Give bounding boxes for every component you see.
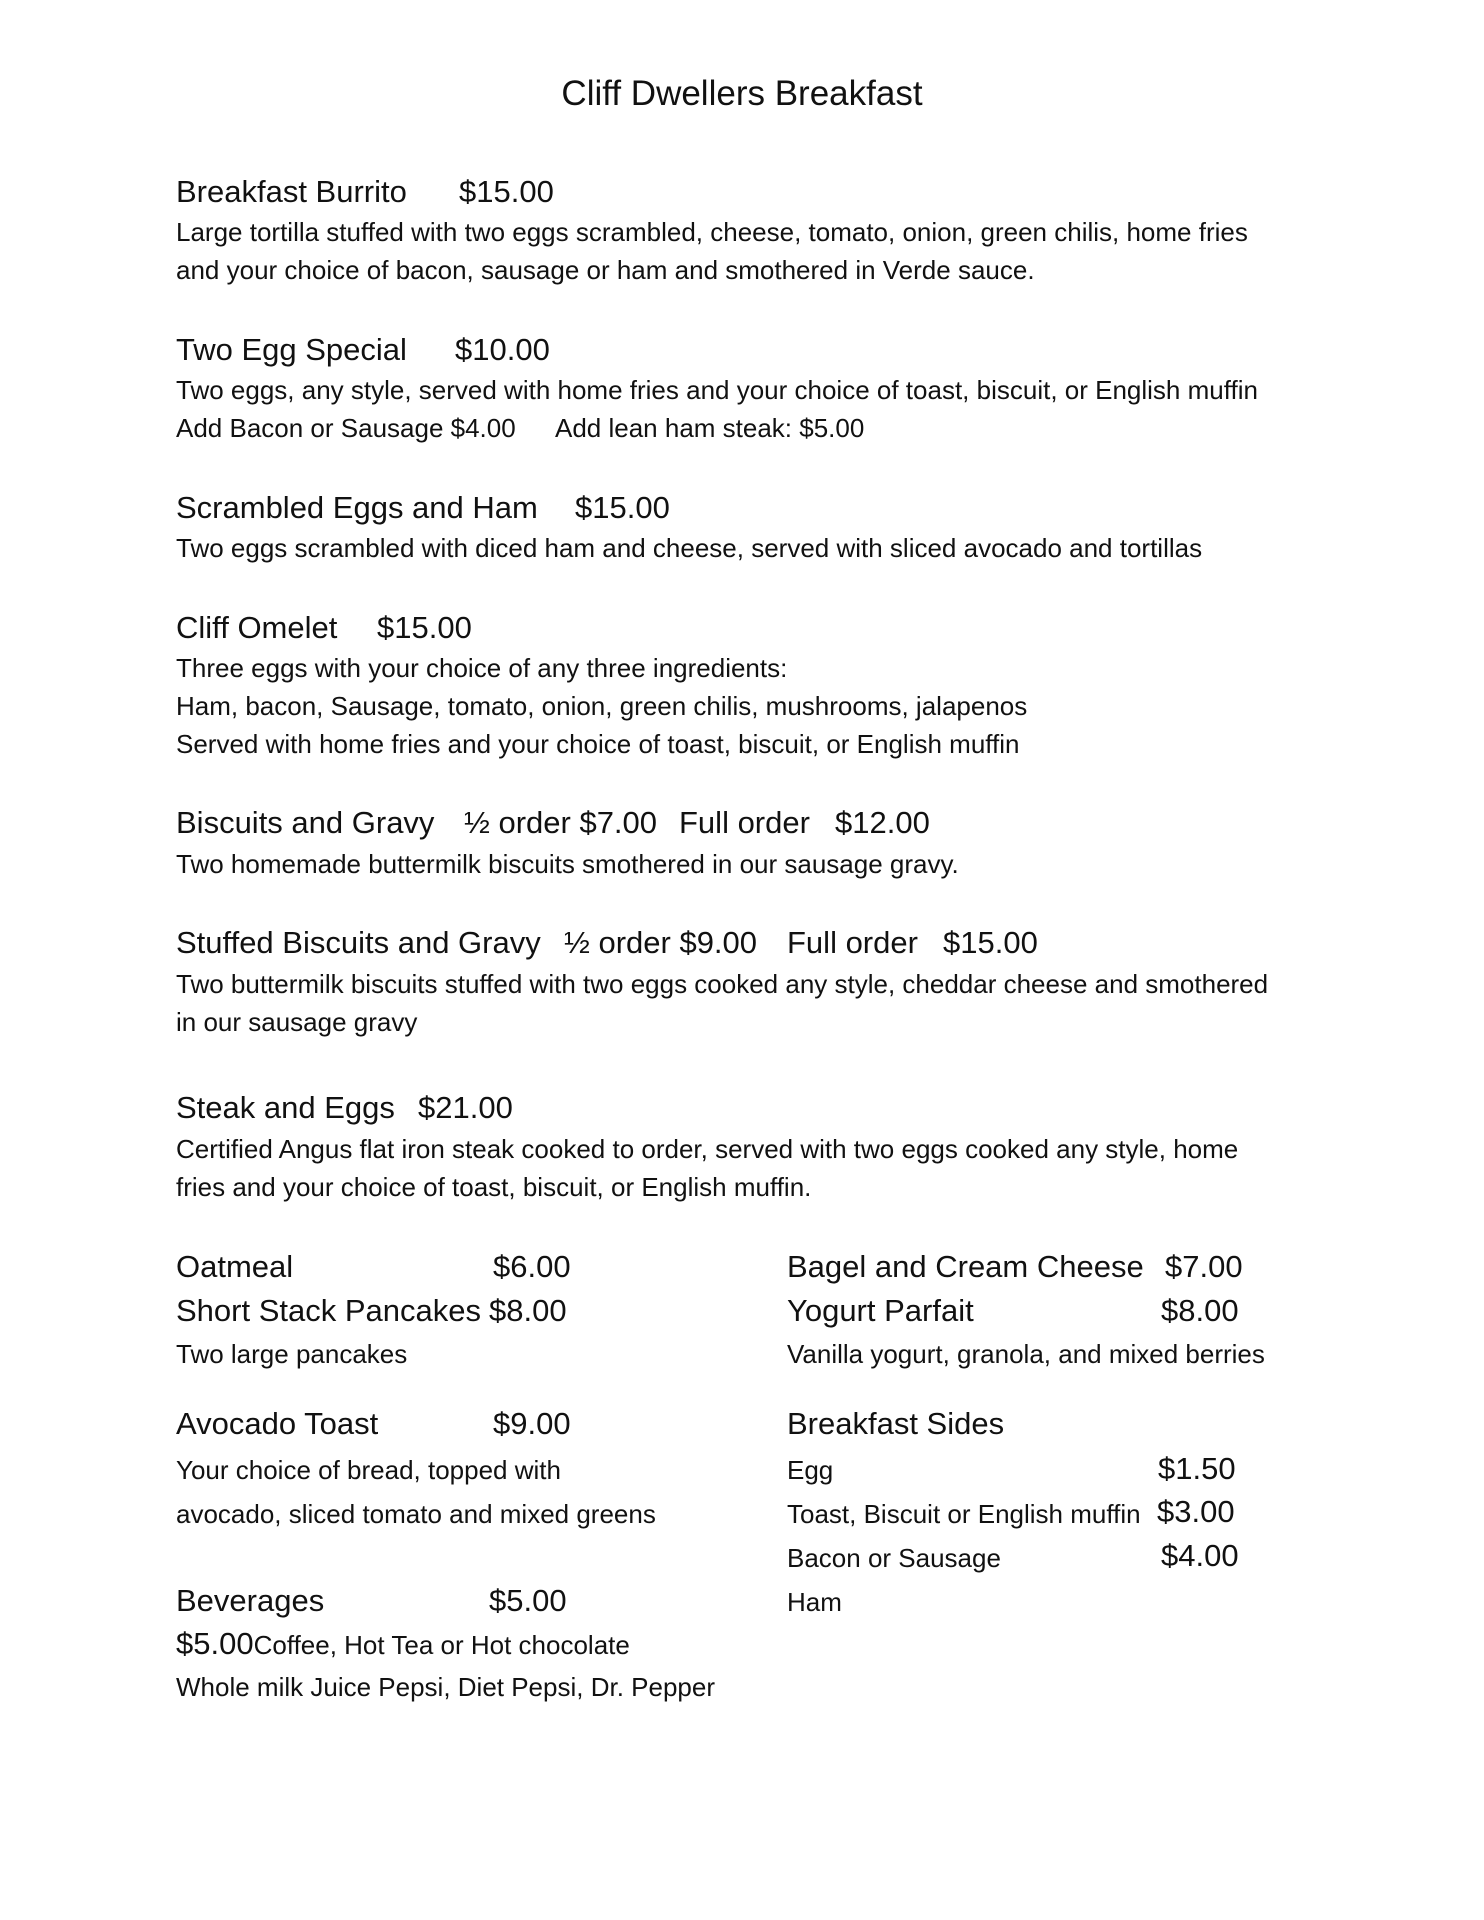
item-addon: Add lean ham steak: $5.00	[555, 413, 865, 443]
item-name: Steak and Eggs	[176, 1090, 395, 1125]
item-description: in our sausage gravy	[176, 1007, 418, 1037]
item-price: $15.00	[575, 490, 670, 525]
section-heading: Breakfast Sides	[787, 1406, 1005, 1441]
beverage-list: Coffee, Hot Tea or Hot chocolate	[253, 1630, 630, 1660]
item-price: $8.00	[1161, 1293, 1239, 1328]
item-price: $9.00	[493, 1406, 571, 1441]
item-price: $7.00	[1165, 1249, 1243, 1284]
item-description: Three eggs with your choice of any three ingredients:	[176, 653, 788, 683]
item-name: Beverages	[176, 1583, 325, 1618]
item-price: $15.00	[459, 174, 554, 209]
side-name: Ham	[787, 1587, 842, 1617]
side-name: Bacon or Sausage	[787, 1543, 1001, 1573]
beverage-list: Whole milk Juice Pepsi, Diet Pepsi, Dr. Pepper	[176, 1672, 715, 1702]
item-description: Ham, bacon, Sausage, tomato, onion, green chilis, mushrooms, jalapenos	[176, 691, 1028, 721]
item-name: Avocado Toast	[176, 1406, 379, 1441]
item-description: Vanilla yogurt, granola, and mixed berries	[787, 1339, 1265, 1369]
item-half-price: ½ order $9.00	[564, 925, 758, 960]
beverage-line	[176, 1628, 630, 1661]
item-addon: Add Bacon or Sausage $4.00	[176, 413, 516, 443]
item-description: Your choice of bread, topped with	[176, 1455, 561, 1485]
item-price: $6.00	[493, 1249, 571, 1284]
item-name: Stuffed Biscuits and Gravy	[176, 925, 541, 960]
side-price: $4.00	[1161, 1538, 1239, 1573]
item-price: $15.00	[377, 610, 472, 645]
item-description: and your choice of bacon, sausage or ham and smothered in Verde sauce.	[176, 255, 1035, 285]
item-full-label: Full order	[679, 805, 810, 840]
item-description: Two large pancakes	[176, 1339, 408, 1369]
side-price: $3.00	[1157, 1494, 1235, 1529]
item-price: $21.00	[418, 1090, 513, 1125]
item-description: Certified Angus flat iron steak cooked to order, served with two eggs cooked any style, home	[176, 1134, 1239, 1164]
side-name: Egg	[787, 1455, 834, 1485]
item-description: avocado, sliced tomato and mixed greens	[176, 1499, 656, 1529]
beverage-price: $5.00	[176, 1626, 254, 1661]
item-full-price: $15.00	[943, 925, 1038, 960]
item-name: Biscuits and Gravy	[176, 805, 435, 840]
menu-title: Cliff Dwellers Breakfast	[561, 74, 923, 113]
item-name: Bagel and Cream Cheese	[787, 1249, 1144, 1284]
side-name: Toast, Biscuit or English muffin	[787, 1499, 1141, 1529]
item-full-price: $12.00	[835, 805, 930, 840]
item-full-label: Full order	[787, 925, 918, 960]
item-description: Two eggs, any style, served with home fries and your choice of toast, biscuit, or English muffin	[176, 375, 1258, 405]
item-name: Breakfast Burrito	[176, 174, 407, 209]
side-price: $1.50	[1158, 1451, 1236, 1486]
item-name: Short Stack Pancakes	[176, 1293, 481, 1328]
item-price: $5.00	[489, 1583, 567, 1618]
item-description: Two eggs scrambled with diced ham and cheese, served with sliced avocado and tortillas	[176, 533, 1203, 563]
item-description: Large tortilla stuffed with two eggs scrambled, cheese, tomato, onion, green chilis, home fries	[176, 217, 1248, 247]
item-name: Oatmeal	[176, 1249, 294, 1284]
item-name: Scrambled Eggs and Ham	[176, 490, 538, 525]
item-description: fries and your choice of toast, biscuit, or English muffin.	[176, 1172, 812, 1202]
item-name: Cliff Omelet	[176, 610, 338, 645]
item-name: Yogurt Parfait	[787, 1293, 974, 1328]
item-description: Two buttermilk biscuits stuffed with two eggs cooked any style, cheddar cheese and smothered	[176, 969, 1269, 999]
item-description: Served with home fries and your choice of toast, biscuit, or English muffin	[176, 729, 1020, 759]
item-price: $8.00	[489, 1293, 567, 1328]
item-name: Two Egg Special	[176, 332, 407, 367]
item-description: Two homemade buttermilk biscuits smothered in our sausage gravy.	[176, 849, 959, 879]
item-half-price: ½ order $7.00	[464, 805, 658, 840]
item-price: $10.00	[455, 332, 550, 367]
